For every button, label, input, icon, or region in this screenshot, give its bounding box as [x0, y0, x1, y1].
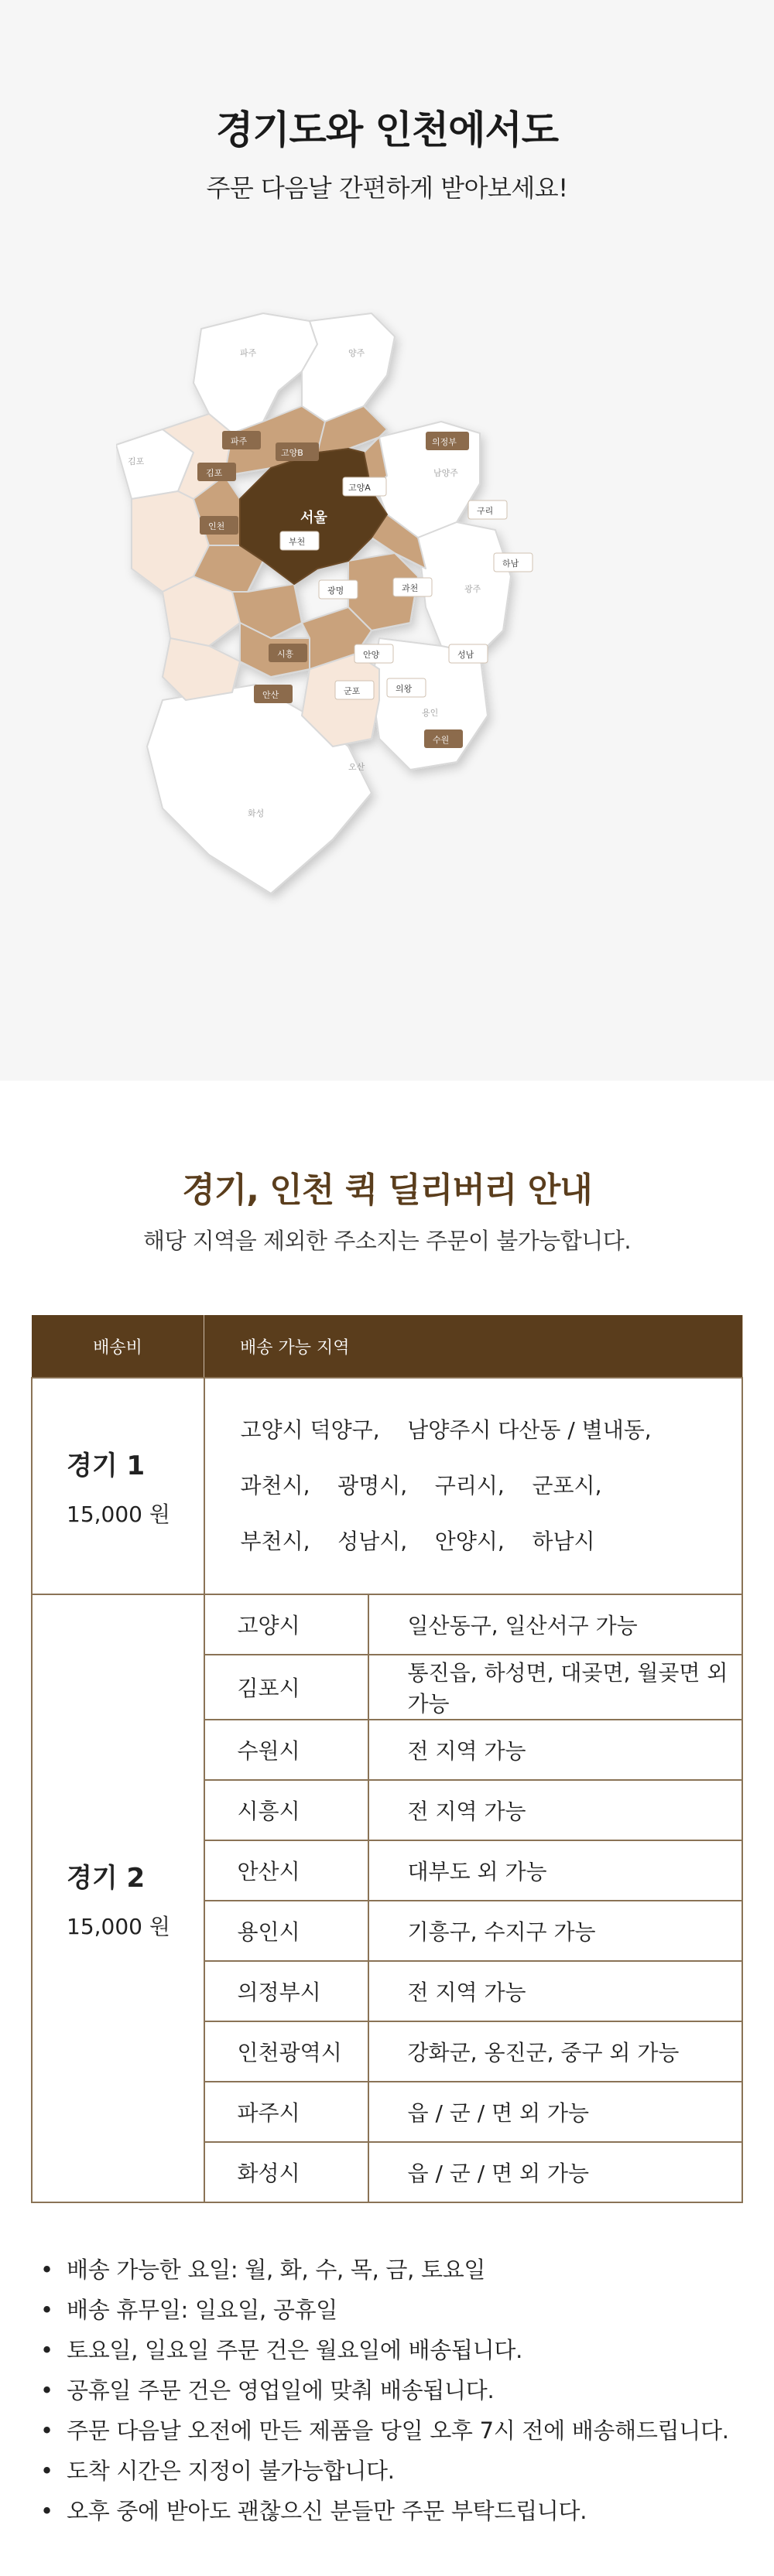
note-cell: 강화군, 옹진군, 중구 외 가능	[368, 2021, 743, 2082]
delivery-section-title: 경기, 인천 퀵 딜리버리 안내	[182, 1170, 592, 1210]
zone2-fee: 15,000 원	[67, 1913, 170, 1939]
svg-text:의정부: 의정부	[432, 437, 457, 447]
header-fee: 배송비	[32, 1315, 204, 1378]
hero-subtitle: 주문 다음날 간편하게 받아보세요!	[206, 173, 568, 203]
region-yangju	[302, 313, 395, 422]
svg-text:화성: 화성	[248, 808, 265, 818]
note-text: 공휴일 주문 건은 영업일에 맞춰 배송됩니다.	[67, 2377, 495, 2403]
table-row-zone1	[32, 1378, 742, 1594]
note-cell: 전 지역 가능	[368, 1961, 743, 2021]
city-cell: 용인시	[204, 1901, 368, 1961]
note-cell: 읍 / 군 / 면 외 가능	[368, 2142, 743, 2202]
city-cell: 고양시	[204, 1594, 368, 1655]
bullet-icon: •	[40, 2458, 53, 2484]
city-cell: 안산시	[204, 1840, 368, 1901]
svg-text:시흥: 시흥	[277, 649, 294, 659]
zone1-name: 경기 1	[67, 1450, 146, 1481]
note-cell: 일산동구, 일산서구 가능	[368, 1594, 743, 1655]
delivery-region-map	[116, 298, 658, 994]
svg-text:부천: 부천	[289, 537, 306, 547]
svg-text:용인: 용인	[422, 708, 439, 718]
svg-text:군포: 군포	[344, 686, 361, 696]
list-item	[40, 2250, 752, 2290]
svg-text:의왕: 의왕	[396, 684, 413, 694]
zone1-line: 고양시 덕양구, 남양주시 다산동 / 별내동,	[240, 1417, 652, 1443]
note-cell: 전 지역 가능	[368, 1720, 743, 1780]
city-cell: 김포시	[204, 1655, 368, 1720]
hero-section	[0, 0, 774, 1081]
note-cell: 기흥구, 수지구 가능	[368, 1901, 743, 1961]
svg-text:수원: 수원	[433, 735, 450, 745]
table-header-row	[32, 1315, 742, 1378]
zone1-line: 부천시, 성남시, 안양시, 하남시	[240, 1529, 595, 1554]
city-cell: 파주시	[204, 2082, 368, 2142]
hero-title: 경기도와 인천에서도	[215, 108, 559, 152]
svg-text:남양주: 남양주	[433, 468, 458, 478]
city-cell: 수원시	[204, 1720, 368, 1780]
svg-text:파주: 파주	[240, 348, 257, 358]
list-item	[40, 2410, 752, 2451]
zone1-line: 과천시, 광명시, 구리시, 군포시,	[240, 1473, 602, 1498]
delivery-notes-list	[40, 2250, 752, 2531]
list-item	[40, 2491, 752, 2531]
note-cell: 통진읍, 하성면, 대곶면, 월곶면 외 가능	[368, 1655, 743, 1720]
list-item	[40, 2370, 752, 2410]
note-text: 오후 중에 받아도 괜찮으신 분들만 주문 부탁드립니다.	[67, 2498, 587, 2524]
svg-text:광주: 광주	[464, 584, 481, 594]
zone2-cell	[32, 1594, 204, 2202]
svg-text:인천: 인천	[208, 521, 225, 531]
note-text: 토요일, 일요일 주문 건은 월요일에 배송됩니다.	[67, 2337, 522, 2363]
svg-text:성남: 성남	[457, 650, 474, 660]
note-text: 주문 다음날 오전에 만든 제품을 당일 오후 7시 전에 배송해드립니다.	[67, 2417, 729, 2444]
svg-text:고양B: 고양B	[281, 448, 303, 458]
list-item	[40, 2330, 752, 2370]
note-cell: 전 지역 가능	[368, 1780, 743, 1840]
svg-text:양주: 양주	[348, 348, 365, 358]
note-cell: 읍 / 군 / 면 외 가능	[368, 2082, 743, 2142]
svg-text:파주: 파주	[231, 436, 248, 446]
svg-text:광명: 광명	[327, 586, 344, 596]
city-cell: 인천광역시	[204, 2021, 368, 2082]
zone1-region-list	[204, 1378, 743, 1594]
svg-text:고양A: 고양A	[348, 483, 371, 493]
zone1-fee: 15,000 원	[67, 1501, 170, 1527]
bullet-icon: •	[40, 2417, 53, 2444]
zone1-cell	[32, 1378, 204, 1594]
city-cell: 화성시	[204, 2142, 368, 2202]
svg-text:오산: 오산	[348, 762, 365, 772]
svg-text:구리: 구리	[477, 506, 494, 516]
bullet-icon: •	[40, 2377, 53, 2403]
svg-text:안양: 안양	[363, 650, 380, 660]
table-row	[32, 1594, 742, 1655]
list-item	[40, 2290, 752, 2330]
seoul-label: 서울	[300, 510, 327, 526]
city-cell: 시흥시	[204, 1780, 368, 1840]
list-item	[40, 2451, 752, 2491]
delivery-fee-table	[31, 1315, 743, 2203]
note-text: 도착 시간은 지정이 불가능합니다.	[67, 2458, 395, 2484]
bullet-icon: •	[40, 2297, 53, 2323]
region-ansan	[163, 638, 240, 700]
zone2-name: 경기 2	[67, 1862, 146, 1894]
svg-text:김포: 김포	[128, 456, 145, 466]
note-text: 배송 가능한 요일: 월, 화, 수, 목, 금, 토요일	[67, 2257, 486, 2283]
svg-text:김포: 김포	[206, 468, 223, 478]
bullet-icon: •	[40, 2257, 53, 2283]
bullet-icon: •	[40, 2498, 53, 2524]
header-region: 배송 가능 지역	[204, 1315, 743, 1378]
delivery-section-subtitle: 해당 지역을 제외한 주소지는 주문이 불가능합니다.	[142, 1228, 632, 1254]
svg-text:안산: 안산	[262, 690, 279, 700]
bullet-icon: •	[40, 2337, 53, 2363]
svg-text:과천: 과천	[402, 583, 419, 593]
city-cell: 의정부시	[204, 1961, 368, 2021]
svg-text:하남: 하남	[502, 559, 519, 569]
note-text: 배송 휴무일: 일요일, 공휴일	[67, 2297, 337, 2323]
note-cell: 대부도 외 가능	[368, 1840, 743, 1901]
